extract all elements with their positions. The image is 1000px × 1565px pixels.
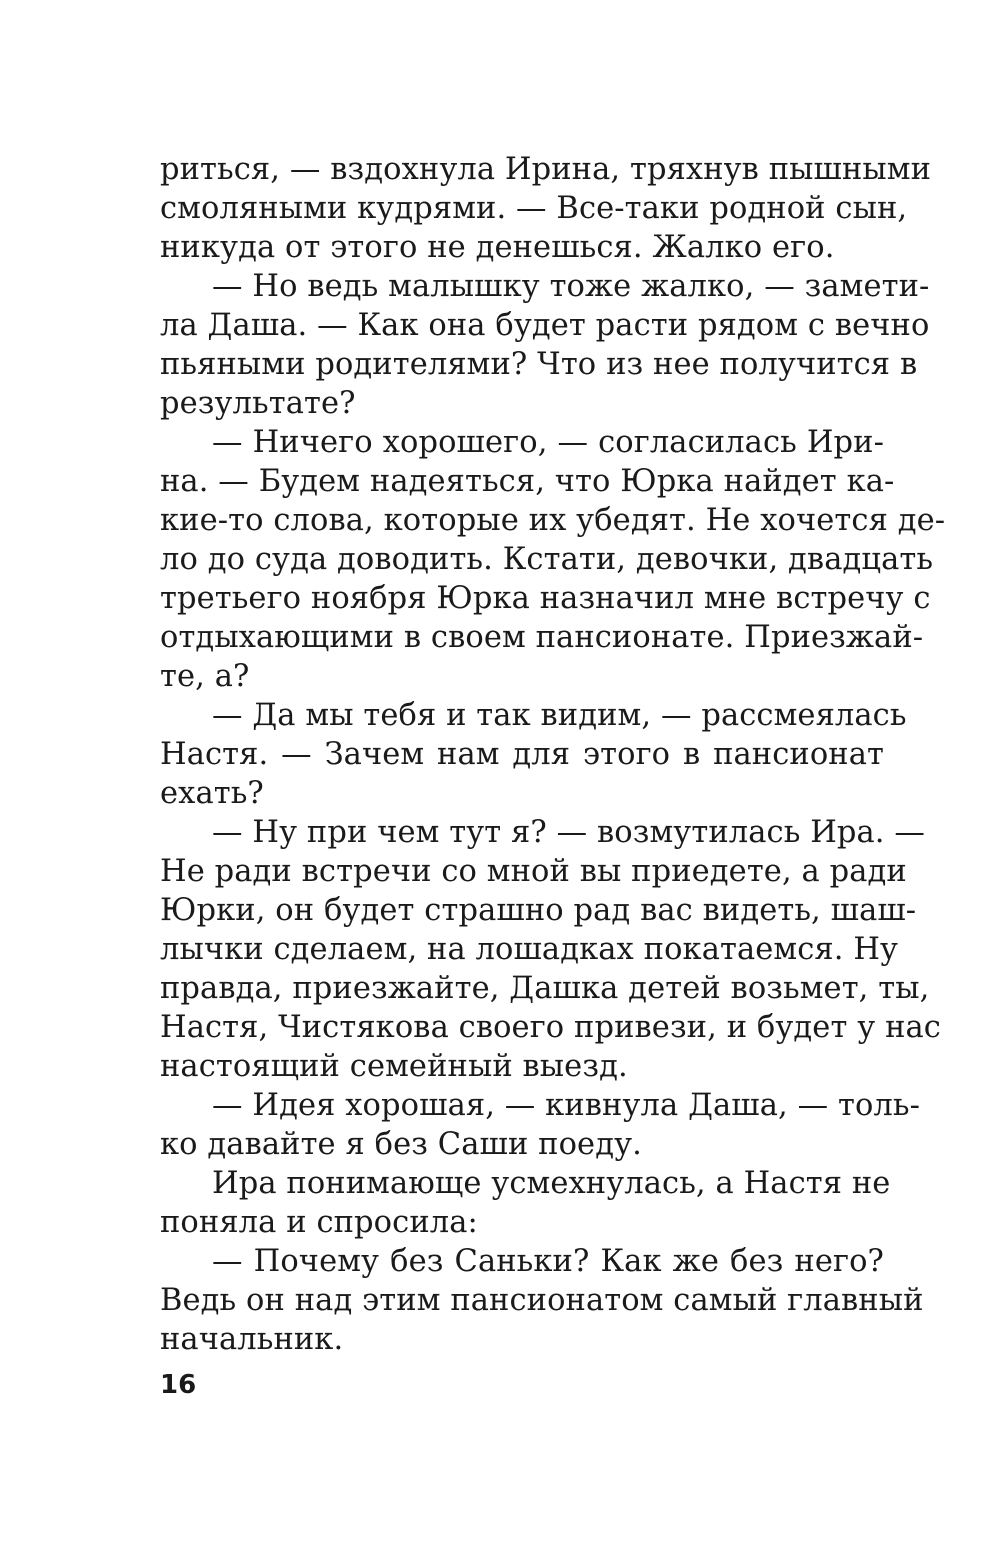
text-line: Юрки, он будет страшно рад вас видеть, шаш-: [160, 893, 917, 928]
text-line: Настя. — Зачем нам для этого в пансионат: [160, 737, 884, 772]
text-line: те, а?: [160, 659, 250, 694]
body-text: [160, 150, 946, 1359]
text-line: — Ну при чем тут я? — возмутилась Ира. —: [212, 815, 925, 850]
text-line: пьяными родителями? Что из нее получится в: [160, 347, 918, 382]
text-line: — Но ведь малышку тоже жалко, — замети-: [212, 269, 930, 304]
text-line: ло до суда доводить. Кстати, девочки, двадцать: [160, 542, 934, 577]
text-line: — Почему без Саньки? Как же без него?: [212, 1244, 884, 1279]
text-line: правда, приезжайте, Дашка детей возьмет, ты,: [160, 971, 930, 1006]
page-number: 16: [160, 1370, 197, 1400]
text-line: результате?: [160, 386, 356, 421]
text-line: начальник.: [160, 1322, 344, 1357]
text-line: лычки сделаем, на лошадках покатаемся. Ну: [160, 932, 899, 967]
text-line: Настя, Чистякова своего привези, и будет у нас: [160, 1010, 941, 1045]
text-line: — Ничего хорошего, — согласилась Ири-: [212, 425, 884, 460]
text-line: поняла и спросила:: [160, 1205, 478, 1240]
text-line: никуда от этого не денешься. Жалко его.: [160, 230, 835, 265]
text-line: настоящий семейный выезд.: [160, 1049, 628, 1084]
text-line: ехать?: [160, 776, 264, 811]
text-line: отдыхающими в своем пансионате. Приезжай-: [160, 620, 924, 655]
text-line: риться, — вздохнула Ирина, тряхнув пышными: [160, 152, 932, 187]
text-line: ко давайте я без Саши поеду.: [160, 1127, 642, 1162]
text-line: ла Даша. — Как она будет расти рядом с вечно: [160, 308, 930, 343]
text-line: третьего ноября Юрка назначил мне встречу с: [160, 581, 931, 616]
text-line: на. — Будем надеяться, что Юрка найдет ка-: [160, 464, 895, 499]
text-line: Ведь он над этим пансионатом самый главный: [160, 1283, 924, 1318]
text-line: смоляными кудрями. — Все-таки родной сын,: [160, 191, 908, 226]
text-line: — Да мы тебя и так видим, — рассмеялась: [212, 698, 907, 733]
text-line: Ира понимающе усмехнулась, а Настя не: [212, 1166, 891, 1201]
text-line: Не ради встречи со мной вы приедете, а ради: [160, 854, 907, 889]
text-line: — Идея хорошая, — кивнула Даша, — толь-: [212, 1088, 920, 1123]
text-line: кие-то слова, которые их убедят. Не хочется де-: [160, 503, 946, 538]
